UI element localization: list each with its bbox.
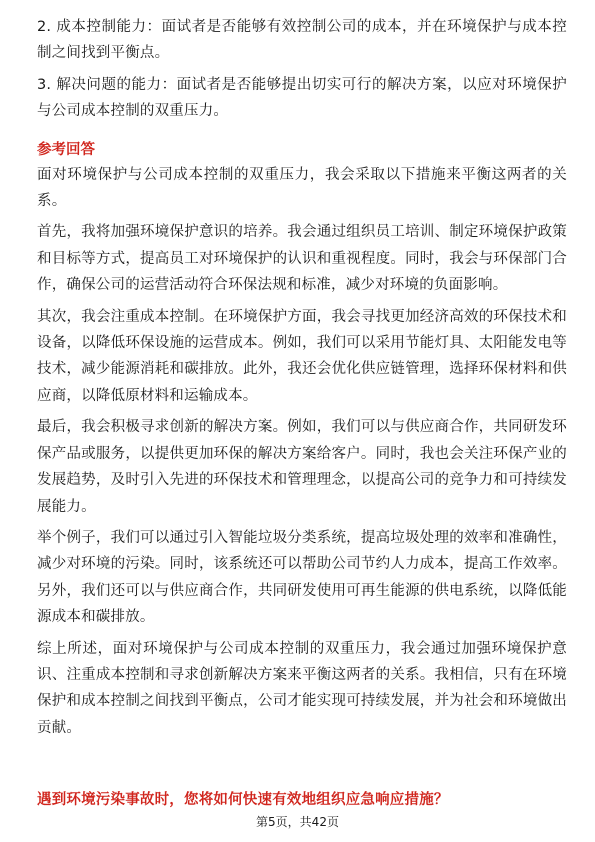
answer-paragraph: 举个例子，我们可以通过引入智能垃圾分类系统，提高垃圾处理的效率和准确性，减少对环境的污染。同时，该系统还可以帮助公司节约人力成本，提高工作效率。另外，我们还可以与供应商合作，共同研发使用可再生能源的供电系统，以降低能源成本和碳排放。 [37, 529, 567, 626]
evaluation-points [37, 14, 567, 125]
evaluation-point-cost-control: 2. 成本控制能力：面试者是否能够有效控制公司的成本，并在环境保护与成本控制之间找到平衡点。 [37, 19, 567, 62]
answer-paragraph: 首先，我将加强环境保护意识的培养。我会通过组织员工培训、制定环境保护政策和目标等方式，提高员工对环境保护的认识和重视程度。同时，我会与环保部门合作，确保公司的运营活动符合环保法规和标准，减少对环境的负面影响。 [37, 224, 567, 294]
answer-heading: 参考回答 [37, 141, 95, 158]
answer-paragraph: 综上所述，面对环境保护与公司成本控制的双重压力，我会通过加强环境保护意识、注重成本控制和寻求创新解决方案来平衡这两者的关系。我相信，只有在环境保护和成本控制之间找到平衡点，公司才能实现可持续发展，并为社会和环境做出贡献。 [37, 640, 567, 736]
document-page [37, 14, 567, 746]
answer-paragraph: 其次，我会注重成本控制。在环境保护方面，我会寻找更加经济高效的环保技术和设备，以降低环保设施的运营成本。例如，我们可以采用节能灯具、太阳能发电等技术，减少能源消耗和碳排放。此外，我还会优化供应链管理，选择环保材料和供应商，以降低原材料和运输成本。 [37, 308, 567, 404]
answer-paragraph: 面对环境保护与公司成本控制的双重压力，我会采取以下措施来平衡这两者的关系。 [37, 166, 567, 210]
page-number-footer: 第5页，共42页 [256, 815, 339, 829]
evaluation-point-problem-solving: 3. 解决问题的能力：面试者是否能够提出切实可行的解决方案，以应对环境保护与公司成本控制的双重压力。 [37, 76, 567, 120]
next-question-heading: 遇到环境污染事故时，您将如何快速有效地组织应急响应措施？ [37, 792, 449, 808]
answer-paragraph: 最后，我会积极寻求创新的解决方案。例如，我们可以与供应商合作，共同研发环保产品或服务，以提供更加环保的解决方案给客户。同时，我也会关注环保产业的发展趋势，及时引入先进的环保技术和管理理念，以提高公司的竞争力和可持续发展能力。 [37, 419, 567, 515]
answer-body [37, 162, 567, 742]
